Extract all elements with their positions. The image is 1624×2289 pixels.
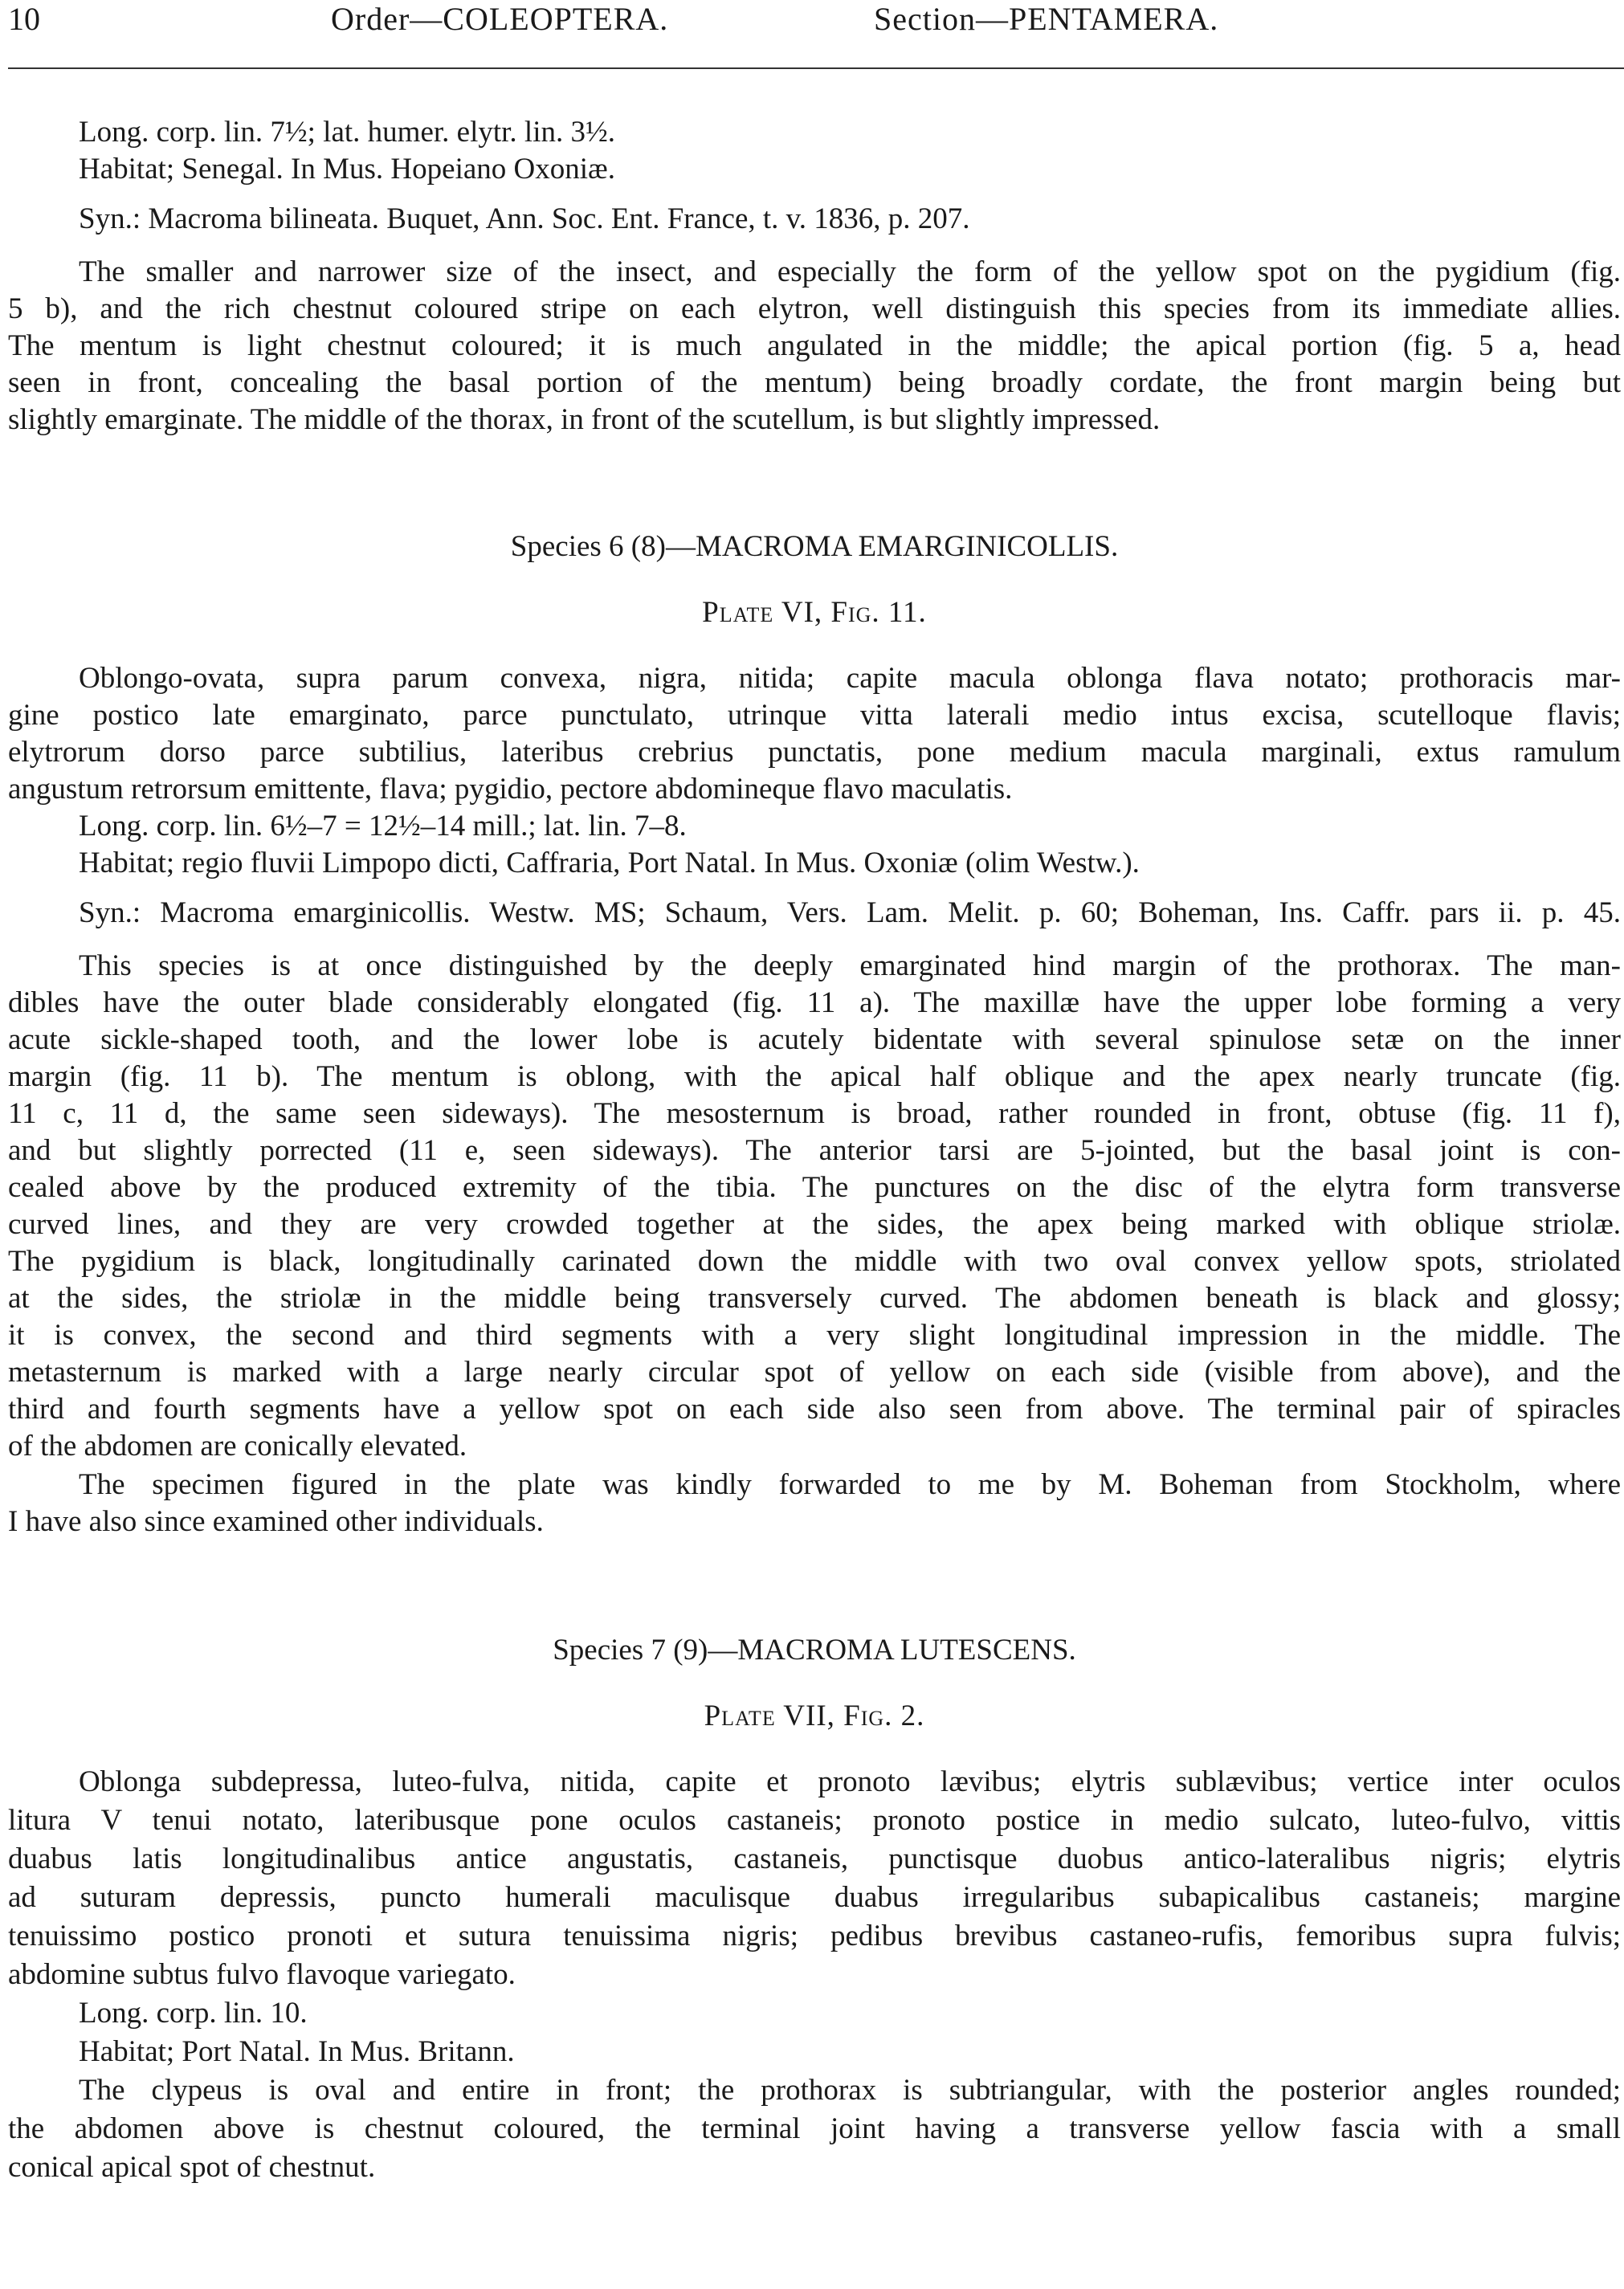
body-text-line: the abdomen above is chestnut coloured, the terminal joint having a transverse yellow fascia with a small bbox=[8, 2112, 1621, 2145]
habitat-line: Habitat; Port Natal. In Mus. Britann. bbox=[79, 2035, 515, 2068]
body-text-line: margin (fig. 11 b). The mentum is oblong, with the apical half oblique and the apex nearly truncate (fig. bbox=[8, 1060, 1621, 1093]
body-text-line: I have also since examined other individuals. bbox=[8, 1505, 544, 1538]
measurement-line: Long. corp. lin. 10. bbox=[79, 1997, 308, 2030]
latin-description-line: angustum retrorsum emittente, flava; pygidio, pectore abdomineque flavo maculatis. bbox=[8, 773, 1013, 806]
latin-description-line: elytrorum dorso parce subtilius, lateribus crebrius punctatis, pone medium macula marginali, extus ramulum bbox=[8, 736, 1621, 769]
body-text-line: of the abdomen are conically elevated. bbox=[8, 1430, 467, 1463]
body-text-line: The mentum is light chestnut coloured; it is much angulated in the middle; the apical portion (fig. 5 a, head bbox=[8, 329, 1621, 362]
header-rule bbox=[8, 67, 1624, 69]
section-heading: Section—PENTAMERA. bbox=[874, 1, 1219, 37]
body-text-line: and but slightly porrected (11 e, seen sideways). The anterior tarsi are 5-jointed, but the basal joint is con- bbox=[8, 1134, 1621, 1167]
synonym-line: Syn.: Macroma emarginicollis. Westw. MS; Schaum, Vers. Lam. Melit. p. 60; Boheman, Ins. Caffr. pars ii. p. 45. bbox=[79, 896, 1621, 929]
habitat-line: Habitat; Senegal. In Mus. Hopeiano Oxoniæ. bbox=[79, 153, 615, 186]
body-text-line: The specimen figured in the plate was kindly forwarded to me by M. Boheman from Stockholm, where bbox=[79, 1468, 1621, 1501]
synonym-line: Syn.: Macroma bilineata. Buquet, Ann. Soc. Ent. France, t. v. 1836, p. 207. bbox=[79, 202, 970, 235]
body-text-line: it is convex, the second and third segments with a very slight longitudinal impression in the middle. The bbox=[8, 1319, 1621, 1352]
running-head bbox=[0, 0, 1624, 56]
species-heading: Species 7 (9)—MACROMA LUTESCENS. bbox=[553, 1634, 1076, 1667]
body-text-line: curved lines, and they are very crowded together at the sides, the apex being marked with oblique striolæ. bbox=[8, 1208, 1621, 1241]
body-text-line: This species is at once distinguished by the deeply emarginated hind margin of the prothorax. The man- bbox=[79, 949, 1621, 982]
body-text-line: The clypeus is oval and entire in front; the prothorax is subtriangular, with the posterior angles rounded; bbox=[79, 2074, 1621, 2107]
page-number: 10 bbox=[8, 1, 40, 37]
body-text-line: 5 b), and the rich chestnut coloured stripe on each elytron, well distinguish this species from its immediate allies. bbox=[8, 292, 1621, 325]
latin-description-line: litura V tenui notato, lateribusque pone oculos castaneis; pronoto postice in medio sulcato, luteo-fulvo, vittis bbox=[8, 1804, 1621, 1837]
body-text-line: cealed above by the produced extremity of the tibia. The punctures on the disc of the elytra form transverse bbox=[8, 1171, 1621, 1204]
body-text-line: at the sides, the striolæ in the middle being transversely curved. The abdomen beneath is black and glossy; bbox=[8, 1282, 1621, 1315]
measurement-line: Long. corp. lin. 7½; lat. humer. elytr. lin. 3½. bbox=[79, 116, 615, 149]
body-text-line: seen in front, concealing the basal portion of the mentum) being broadly cordate, the front margin being but bbox=[8, 366, 1621, 399]
plate-reference: Plate VII, Fig. 2. bbox=[704, 1699, 925, 1732]
latin-description-line: duabus latis longitudinalibus antice angustatis, castaneis, punctisque duobus antico-lateralibus nigris; elytris bbox=[8, 1842, 1621, 1875]
latin-description-line: tenuissimo postico pronoti et sutura tenuissima nigris; pedibus brevibus castaneo-rufis, femoribus supra fulvis; bbox=[8, 1920, 1621, 1952]
latin-description-line: Oblonga subdepressa, luteo-fulva, nitida, capite et pronoto lævibus; elytris sublævibus; vertice inter oculos bbox=[79, 1765, 1621, 1798]
latin-description-line: gine postico late emarginato, parce punctulato, utrinque vitta laterali medio intus excisa, scutelloque flavis; bbox=[8, 699, 1621, 732]
latin-description-line: Oblongo-ovata, supra parum convexa, nigra, nitida; capite macula oblonga flava notato; prothoracis mar- bbox=[79, 662, 1621, 695]
body-text-line: conical apical spot of chestnut. bbox=[8, 2151, 376, 2184]
latin-description-line: ad suturam depressis, puncto humerali maculisque duabus irregularibus subapicalibus castaneis; margine bbox=[8, 1881, 1621, 1914]
habitat-line: Habitat; regio fluvii Limpopo dicti, Caffraria, Port Natal. In Mus. Oxoniæ (olim Westw.). bbox=[79, 847, 1140, 879]
latin-description-line: abdomine subtus fulvo flavoque variegato. bbox=[8, 1958, 516, 1991]
plate-reference: Plate VI, Fig. 11. bbox=[702, 596, 927, 629]
body-text-line: third and fourth segments have a yellow spot on each side also seen from above. The terminal pair of spiracles bbox=[8, 1393, 1621, 1426]
body-text-line: The pygidium is black, longitudinally carinated down the middle with two oval convex yellow spots, striolated bbox=[8, 1245, 1621, 1278]
body-text-line: slightly emarginate. The middle of the thorax, in front of the scutellum, is but slightly impressed. bbox=[8, 403, 1161, 436]
body-text-line: dibles have the outer blade considerably elongated (fig. 11 a). The maxillæ have the upper lobe forming a very bbox=[8, 986, 1621, 1019]
body-text-line: The smaller and narrower size of the insect, and especially the form of the yellow spot on the pygidium (fig. bbox=[79, 255, 1621, 288]
species-heading: Species 6 (8)—MACROMA EMARGINICOLLIS. bbox=[510, 530, 1119, 563]
order-heading: Order—COLEOPTERA. bbox=[331, 1, 669, 37]
measurement-line: Long. corp. lin. 6½–7 = 12½–14 mill.; lat. lin. 7–8. bbox=[79, 810, 687, 843]
body-text-line: 11 c, 11 d, the same seen sideways). The mesosternum is broad, rather rounded in front, obtuse (fig. 11 f), bbox=[8, 1097, 1621, 1130]
body-text-line: metasternum is marked with a large nearly circular spot of yellow on each side (visible from above), and the bbox=[8, 1356, 1621, 1389]
body-text-line: acute sickle-shaped tooth, and the lower lobe is acutely bidentate with several spinulose setæ on the inner bbox=[8, 1023, 1621, 1056]
